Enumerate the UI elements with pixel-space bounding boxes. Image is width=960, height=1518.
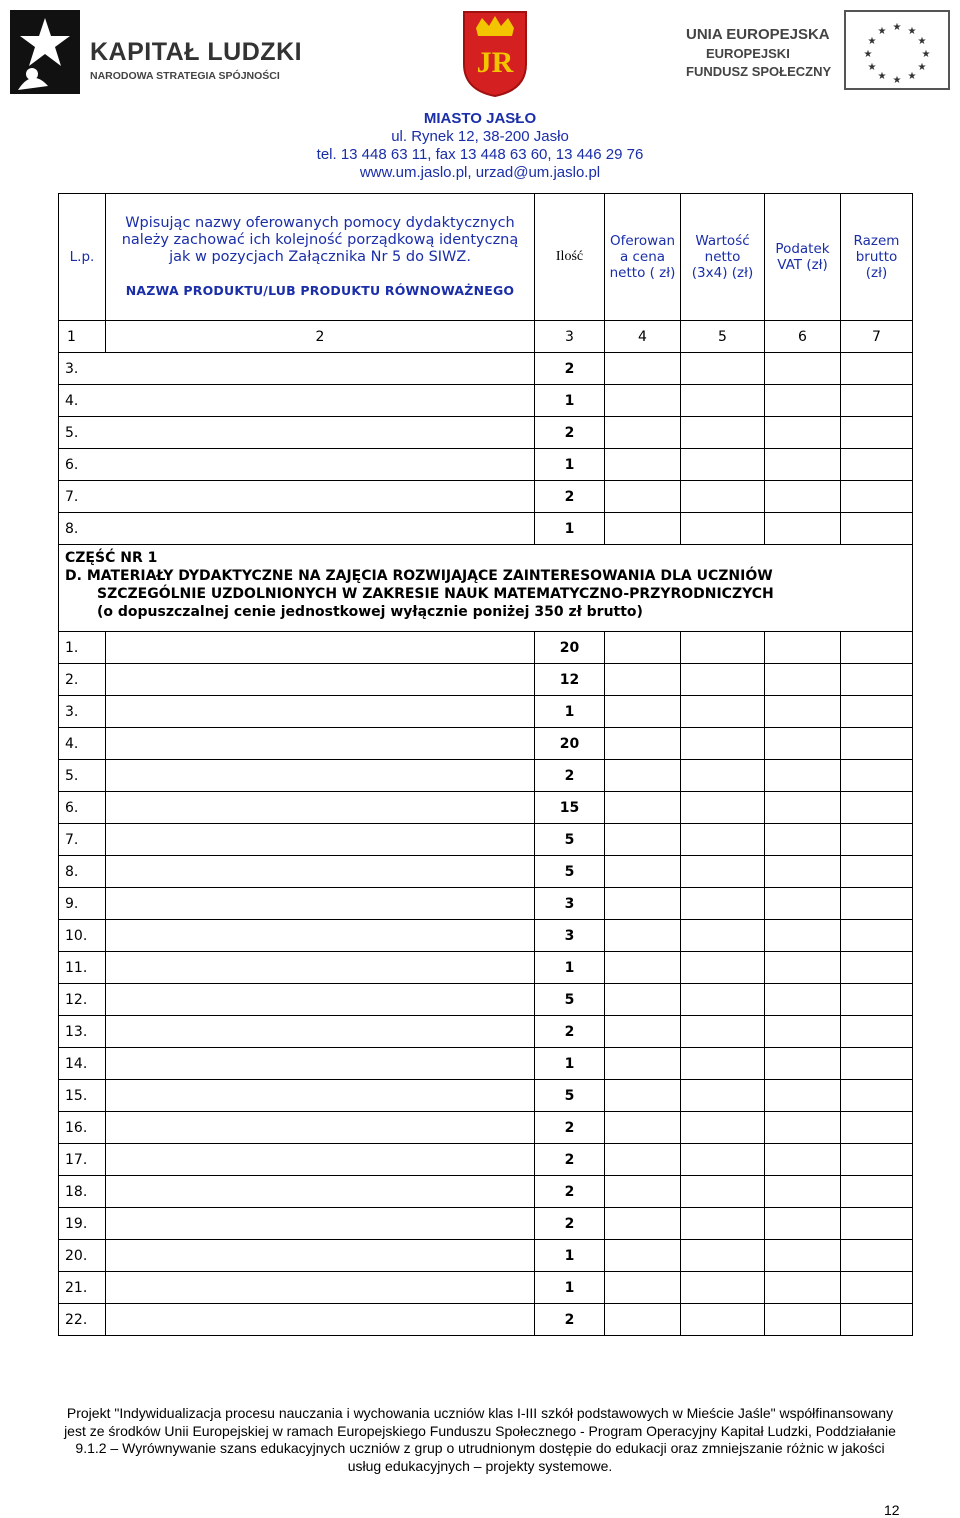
- row-lp: 7.: [59, 481, 535, 513]
- row-vat-cell[interactable]: [765, 1048, 841, 1080]
- svg-text:★: ★: [867, 62, 877, 73]
- row-gross-cell[interactable]: [841, 1080, 913, 1112]
- row-price-cell[interactable]: [605, 1144, 681, 1176]
- row-price-cell[interactable]: [605, 1240, 681, 1272]
- row-value-cell[interactable]: [681, 1176, 765, 1208]
- row-value-cell[interactable]: [681, 1304, 765, 1336]
- svg-text:★: ★: [917, 62, 927, 73]
- table-row: [59, 481, 913, 513]
- table-row: [59, 353, 913, 385]
- row-product-name-cell[interactable]: [106, 888, 535, 920]
- row-product-name-cell[interactable]: [106, 984, 535, 1016]
- row-vat-cell[interactable]: [765, 417, 841, 449]
- column-number: 7: [841, 321, 913, 353]
- table-row: [59, 760, 913, 792]
- row-vat-cell[interactable]: [765, 632, 841, 664]
- row-gross-cell[interactable]: [841, 1112, 913, 1144]
- row-value-cell[interactable]: [681, 1272, 765, 1304]
- svg-text:★: ★: [892, 22, 902, 33]
- row-gross-cell[interactable]: [841, 984, 913, 1016]
- row-lp: 3.: [59, 353, 535, 385]
- row-lp: 20.: [59, 1240, 106, 1272]
- row-lp: 5.: [59, 760, 106, 792]
- svg-text:JR: JR: [476, 46, 514, 79]
- row-price-cell[interactable]: [605, 856, 681, 888]
- row-gross-cell[interactable]: [841, 696, 913, 728]
- row-gross-cell[interactable]: [841, 1272, 913, 1304]
- row-product-name-cell[interactable]: [106, 1272, 535, 1304]
- org-address: ul. Rynek 12, 38-200 Jasło: [391, 128, 569, 145]
- row-lp: 13.: [59, 1016, 106, 1048]
- header-qty: Ilość: [535, 194, 605, 321]
- footer-line: Projekt "Indywidualizacja procesu nauczania i wychowania uczniów klas I-III szkół podstawowych w Mieście Jaśle" współfinansowany: [66, 1405, 894, 1421]
- row-vat-cell[interactable]: [765, 728, 841, 760]
- row-vat-cell[interactable]: [765, 664, 841, 696]
- row-product-name-cell[interactable]: [106, 1144, 535, 1176]
- row-vat-cell[interactable]: [765, 1304, 841, 1336]
- kapital-ludzki-logo: [10, 10, 310, 100]
- svg-text:★: ★: [917, 36, 927, 47]
- row-price-cell[interactable]: [605, 728, 681, 760]
- row-lp: 10.: [59, 920, 106, 952]
- row-product-name-cell[interactable]: [106, 1048, 535, 1080]
- header-description-sub: NAZWA PRODUKTU/LUB PRODUKTU RÓWNOWAŻNEGO: [125, 283, 515, 298]
- row-qty: 1: [535, 1240, 605, 1272]
- table-row: [59, 1080, 913, 1112]
- row-price-cell[interactable]: [605, 888, 681, 920]
- row-gross-cell[interactable]: [841, 449, 913, 481]
- row-lp: 15.: [59, 1080, 106, 1112]
- row-gross-cell[interactable]: [841, 792, 913, 824]
- row-qty: 5: [535, 824, 605, 856]
- row-gross-cell[interactable]: [841, 728, 913, 760]
- row-vat-cell[interactable]: [765, 696, 841, 728]
- row-vat-cell[interactable]: [765, 952, 841, 984]
- row-lp: 7.: [59, 824, 106, 856]
- row-gross-cell[interactable]: [841, 632, 913, 664]
- section-heading: [59, 545, 913, 632]
- row-gross-cell[interactable]: [841, 920, 913, 952]
- row-vat-cell[interactable]: [765, 888, 841, 920]
- row-price-cell[interactable]: [605, 632, 681, 664]
- row-product-name-cell[interactable]: [106, 1208, 535, 1240]
- row-qty: 12: [535, 664, 605, 696]
- row-lp: 21.: [59, 1272, 106, 1304]
- row-vat-cell[interactable]: [765, 353, 841, 385]
- row-gross-cell[interactable]: [841, 888, 913, 920]
- row-qty: 1: [535, 952, 605, 984]
- row-value-cell[interactable]: [681, 728, 765, 760]
- row-vat-cell[interactable]: [765, 1016, 841, 1048]
- row-price-cell[interactable]: [605, 1304, 681, 1336]
- row-gross-cell[interactable]: [841, 417, 913, 449]
- column-number: 4: [605, 321, 681, 353]
- row-qty: 1: [535, 1272, 605, 1304]
- row-qty: 5: [535, 1080, 605, 1112]
- row-value-cell[interactable]: [681, 664, 765, 696]
- svg-text:★: ★: [863, 49, 873, 60]
- table-row: [59, 1112, 913, 1144]
- row-gross-cell[interactable]: [841, 353, 913, 385]
- row-lp: 8.: [59, 856, 106, 888]
- column-number-row: [59, 321, 913, 353]
- row-price-cell[interactable]: [605, 952, 681, 984]
- row-gross-cell[interactable]: [841, 1304, 913, 1336]
- row-value-cell[interactable]: [681, 632, 765, 664]
- row-qty: 5: [535, 984, 605, 1016]
- row-value-cell[interactable]: [681, 888, 765, 920]
- row-lp: 6.: [59, 792, 106, 824]
- table-row: [59, 1048, 913, 1080]
- row-price-cell[interactable]: [605, 1272, 681, 1304]
- table-row: [59, 888, 913, 920]
- eu-logo-line2: EUROPEJSKI: [706, 46, 790, 61]
- row-lp: 11.: [59, 952, 106, 984]
- row-value-cell[interactable]: [681, 1080, 765, 1112]
- table-row: [59, 449, 913, 481]
- row-gross-cell[interactable]: [841, 1240, 913, 1272]
- row-qty: 20: [535, 728, 605, 760]
- header-vat: Podatek VAT (zł): [765, 194, 841, 321]
- row-qty: 2: [535, 417, 605, 449]
- row-qty: 2: [535, 1304, 605, 1336]
- row-price-cell[interactable]: [605, 1176, 681, 1208]
- table-row: [59, 920, 913, 952]
- table-row: [59, 984, 913, 1016]
- table-row: [59, 417, 913, 449]
- row-product-name-cell[interactable]: [106, 1080, 535, 1112]
- row-price-cell[interactable]: [605, 760, 681, 792]
- org-name: MIASTO JASŁO: [423, 110, 537, 127]
- row-price-cell[interactable]: [605, 920, 681, 952]
- offer-table: [58, 193, 913, 1336]
- row-gross-cell[interactable]: [841, 1208, 913, 1240]
- row-lp: 14.: [59, 1048, 106, 1080]
- row-qty: 1: [535, 513, 605, 545]
- row-lp: 12.: [59, 984, 106, 1016]
- row-product-name-cell[interactable]: [106, 728, 535, 760]
- row-value-cell[interactable]: [681, 1048, 765, 1080]
- row-lp: 9.: [59, 888, 106, 920]
- eu-logo: [686, 10, 954, 92]
- row-product-name-cell[interactable]: [106, 856, 535, 888]
- header-value: Wartość netto (3x4) (zł): [681, 194, 765, 321]
- table-row: [59, 513, 913, 545]
- header-description-text: Wpisując nazwy oferowanych pomocy dydaktycznych należy zachować ich kolejność porządkową identyczną jak w pozycjach Załącznika Nr 5 do SIWZ.: [121, 215, 519, 265]
- row-lp: 22.: [59, 1304, 106, 1336]
- footer-line: usług edukacyjnych – projekty systemowe.: [347, 1457, 613, 1474]
- row-gross-cell[interactable]: [841, 1144, 913, 1176]
- table-row: [59, 696, 913, 728]
- row-gross-cell[interactable]: [841, 856, 913, 888]
- header-price: Oferowan a cena netto ( zł): [605, 194, 681, 321]
- footer-text: [0, 1405, 960, 1475]
- row-product-name-cell[interactable]: [106, 760, 535, 792]
- row-lp: 16.: [59, 1112, 106, 1144]
- row-value-cell[interactable]: [681, 952, 765, 984]
- org-phone: tel. 13 448 63 11, fax 13 448 63 60, 13 446 29 76: [316, 146, 644, 163]
- row-product-name-cell[interactable]: [106, 696, 535, 728]
- row-gross-cell[interactable]: [841, 385, 913, 417]
- page-number: 12: [884, 1502, 900, 1518]
- row-lp: 17.: [59, 1144, 106, 1176]
- row-price-cell[interactable]: [605, 481, 681, 513]
- row-lp: 3.: [59, 696, 106, 728]
- row-price-cell[interactable]: [605, 385, 681, 417]
- row-qty: 1: [535, 385, 605, 417]
- row-vat-cell[interactable]: [765, 1272, 841, 1304]
- row-price-cell[interactable]: [605, 1048, 681, 1080]
- row-lp: 4.: [59, 385, 535, 417]
- row-qty: 1: [535, 696, 605, 728]
- row-value-cell[interactable]: [681, 984, 765, 1016]
- row-product-name-cell[interactable]: [106, 952, 535, 984]
- row-gross-cell[interactable]: [841, 1016, 913, 1048]
- row-vat-cell[interactable]: [765, 792, 841, 824]
- svg-text:★: ★: [907, 71, 917, 82]
- row-value-cell[interactable]: [681, 824, 765, 856]
- org-website: www.um.jaslo.pl, urzad@um.jaslo.pl: [359, 164, 601, 181]
- table-row: [59, 385, 913, 417]
- row-product-name-cell[interactable]: [106, 1016, 535, 1048]
- row-value-cell[interactable]: [681, 1208, 765, 1240]
- row-vat-cell[interactable]: [765, 1208, 841, 1240]
- row-price-cell[interactable]: [605, 984, 681, 1016]
- row-qty: 2: [535, 1016, 605, 1048]
- row-gross-cell[interactable]: [841, 1176, 913, 1208]
- table-row: [59, 1016, 913, 1048]
- row-vat-cell[interactable]: [765, 984, 841, 1016]
- section-part: CZĘŚĆ NR 1: [65, 550, 158, 566]
- row-value-cell[interactable]: [681, 481, 765, 513]
- row-vat-cell[interactable]: [765, 385, 841, 417]
- svg-text:★: ★: [892, 75, 902, 86]
- row-product-name-cell[interactable]: [106, 1176, 535, 1208]
- row-lp: 1.: [59, 632, 106, 664]
- table-row: [59, 1144, 913, 1176]
- section-title: D. MATERIAŁY DYDAKTYCZNE NA ZAJĘCIA ROZWIJAJĄCE ZAINTERESOWANIA DLA UCZNIÓW: [65, 568, 773, 584]
- row-product-name-cell[interactable]: [106, 1112, 535, 1144]
- row-gross-cell[interactable]: [841, 824, 913, 856]
- table-row: [59, 664, 913, 696]
- table-row: [59, 1304, 913, 1336]
- row-gross-cell[interactable]: [841, 760, 913, 792]
- table-row: [59, 1272, 913, 1304]
- row-product-name-cell[interactable]: [106, 920, 535, 952]
- row-price-cell[interactable]: [605, 1112, 681, 1144]
- row-value-cell[interactable]: [681, 385, 765, 417]
- row-qty: 1: [535, 449, 605, 481]
- row-value-cell[interactable]: [681, 696, 765, 728]
- row-vat-cell[interactable]: [765, 1144, 841, 1176]
- header-description: [106, 194, 535, 321]
- table-row: [59, 792, 913, 824]
- eu-flag-icon: [844, 10, 950, 90]
- svg-text:★: ★: [877, 71, 887, 82]
- row-lp: 2.: [59, 664, 106, 696]
- column-number: 3: [535, 321, 605, 353]
- row-vat-cell[interactable]: [765, 1176, 841, 1208]
- row-qty: 3: [535, 888, 605, 920]
- row-value-cell[interactable]: [681, 856, 765, 888]
- row-price-cell[interactable]: [605, 664, 681, 696]
- section-row: [59, 545, 913, 632]
- column-number: 6: [765, 321, 841, 353]
- row-lp: 19.: [59, 1208, 106, 1240]
- row-product-name-cell[interactable]: [106, 792, 535, 824]
- row-qty: 2: [535, 760, 605, 792]
- row-lp: 8.: [59, 513, 535, 545]
- kapital-ludzki-mark-icon: [10, 10, 80, 94]
- row-product-name-cell[interactable]: [106, 824, 535, 856]
- row-price-cell[interactable]: [605, 1208, 681, 1240]
- row-lp: 4.: [59, 728, 106, 760]
- row-qty: 1: [535, 1048, 605, 1080]
- row-vat-cell[interactable]: [765, 1112, 841, 1144]
- eu-logo-line3: FUNDUSZ SPOŁECZNY: [686, 64, 832, 79]
- svg-text:★: ★: [867, 36, 877, 47]
- table-row: [59, 632, 913, 664]
- row-vat-cell[interactable]: [765, 481, 841, 513]
- column-number: 5: [681, 321, 765, 353]
- row-product-name-cell[interactable]: [106, 664, 535, 696]
- row-lp: 6.: [59, 449, 535, 481]
- header-gross: Razem brutto (zł): [841, 194, 913, 321]
- row-qty: 2: [535, 1112, 605, 1144]
- row-qty: 15: [535, 792, 605, 824]
- row-lp: 18.: [59, 1176, 106, 1208]
- row-qty: 3: [535, 920, 605, 952]
- row-value-cell[interactable]: [681, 760, 765, 792]
- table-header-row: [59, 194, 913, 321]
- row-vat-cell[interactable]: [765, 824, 841, 856]
- row-gross-cell[interactable]: [841, 1048, 913, 1080]
- row-product-name-cell[interactable]: [106, 1240, 535, 1272]
- row-lp: 5.: [59, 417, 535, 449]
- row-vat-cell[interactable]: [765, 1080, 841, 1112]
- row-vat-cell[interactable]: [765, 1240, 841, 1272]
- row-price-cell[interactable]: [605, 1016, 681, 1048]
- row-price-cell[interactable]: [605, 417, 681, 449]
- column-number: 1: [59, 321, 106, 353]
- row-gross-cell[interactable]: [841, 952, 913, 984]
- row-product-name-cell[interactable]: [106, 632, 535, 664]
- row-vat-cell[interactable]: [765, 513, 841, 545]
- row-vat-cell[interactable]: [765, 760, 841, 792]
- table-row: [59, 1240, 913, 1272]
- svg-text:★: ★: [907, 26, 917, 37]
- table-row: [59, 952, 913, 984]
- table-row: [59, 728, 913, 760]
- row-value-cell[interactable]: [681, 417, 765, 449]
- section-title-cont: SZCZEGÓLNIE UZDOLNIONYCH W ZAKRESIE NAUK MATEMATYCZNO-PRZYRODNICZYCH: [97, 586, 774, 602]
- row-value-cell[interactable]: [681, 1144, 765, 1176]
- row-value-cell[interactable]: [681, 1240, 765, 1272]
- svg-text:★: ★: [921, 49, 931, 60]
- row-qty: 2: [535, 1176, 605, 1208]
- row-qty: 20: [535, 632, 605, 664]
- row-price-cell[interactable]: [605, 824, 681, 856]
- svg-text:★: ★: [877, 26, 887, 37]
- table-row: [59, 1176, 913, 1208]
- row-value-cell[interactable]: [681, 920, 765, 952]
- row-gross-cell[interactable]: [841, 664, 913, 696]
- row-value-cell[interactable]: [681, 1016, 765, 1048]
- table-row: [59, 1208, 913, 1240]
- column-number: 2: [106, 321, 535, 353]
- row-product-name-cell[interactable]: [106, 1304, 535, 1336]
- row-value-cell[interactable]: [681, 513, 765, 545]
- row-price-cell[interactable]: [605, 513, 681, 545]
- row-price-cell[interactable]: [605, 353, 681, 385]
- row-value-cell[interactable]: [681, 449, 765, 481]
- row-vat-cell[interactable]: [765, 449, 841, 481]
- row-qty: 5: [535, 856, 605, 888]
- row-qty: 2: [535, 1144, 605, 1176]
- header-lp: L.p.: [59, 194, 106, 321]
- table-row: [59, 856, 913, 888]
- row-value-cell[interactable]: [681, 353, 765, 385]
- row-gross-cell[interactable]: [841, 481, 913, 513]
- row-gross-cell[interactable]: [841, 513, 913, 545]
- kapital-ludzki-title: KAPITAŁ LUDZKI: [90, 38, 303, 66]
- row-qty: 2: [535, 1208, 605, 1240]
- kapital-ludzki-subtitle: NARODOWA STRATEGIA SPÓJNOŚCI: [90, 70, 280, 82]
- row-qty: 2: [535, 353, 605, 385]
- section-price-note: (o dopuszczalnej cenie jednostkowej wyłącznie poniżej 350 zł brutto): [97, 604, 643, 620]
- row-price-cell[interactable]: [605, 696, 681, 728]
- footer-line: jest ze środków Unii Europejskiej w ramach Europejskiego Funduszu Społecznego - Program Operacyjny Kapitał Ludzki, Poddziałanie: [64, 1422, 896, 1439]
- table-row: [59, 824, 913, 856]
- row-price-cell[interactable]: [605, 792, 681, 824]
- row-vat-cell[interactable]: [765, 856, 841, 888]
- row-value-cell[interactable]: [681, 1112, 765, 1144]
- eu-logo-line1: UNIA EUROPEJSKA: [686, 26, 830, 43]
- footer-line: 9.1.2 – Wyrównywanie szans edukacyjnych uczniów z grup o utrudnionym dostępie do edukacji oraz zmniejszanie różnic w jakości: [75, 1440, 885, 1456]
- row-vat-cell[interactable]: [765, 920, 841, 952]
- row-price-cell[interactable]: [605, 1080, 681, 1112]
- row-price-cell[interactable]: [605, 449, 681, 481]
- row-qty: 2: [535, 481, 605, 513]
- city-crest-icon: [462, 10, 528, 98]
- row-value-cell[interactable]: [681, 792, 765, 824]
